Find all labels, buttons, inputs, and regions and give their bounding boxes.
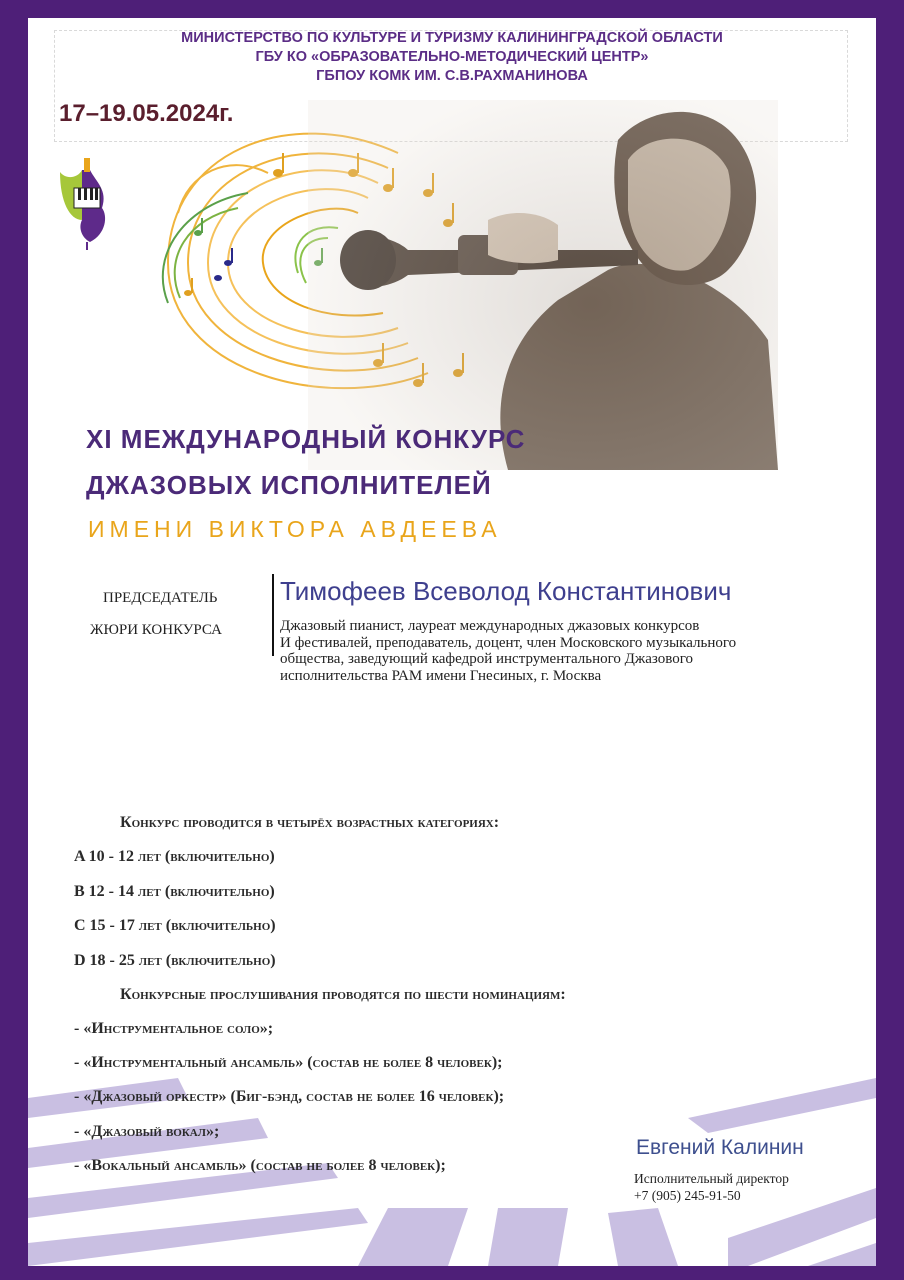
nomination-item: - «Инструментальный ансамбль» (состав не более 8 человек); — [74, 1054, 503, 1071]
header-ministry: МИНИСТЕРСТВО ПО КУЛЬТУРЕ И ТУРИЗМУ КАЛИНИНГРАДСКОЙ ОБЛАСТИ — [181, 30, 723, 46]
category-item: D 18 - 25 лет (включительно) — [74, 952, 276, 969]
contest-title-line2: ДЖАЗОВЫХ ИСПОЛНИТЕЛЕЙ — [86, 470, 492, 500]
jury-desc-line: общества, заведующий кафедрой инструментального Джазового — [280, 651, 693, 667]
jury-role-line2: ЖЮРИ КОНКУРСА — [90, 622, 223, 638]
jury-chair-name: Тимофеев Всеволод Константинович — [280, 576, 732, 606]
college-logo-icon — [56, 150, 120, 250]
category-item: A 10 - 12 лет (включительно) — [74, 848, 275, 865]
categories-heading: Конкурс проводится в четырёх возрастных категориях: — [120, 814, 500, 831]
contact-name: Евгений Калинин — [636, 1136, 804, 1159]
contest-title-line1: XI МЕЖДУНАРОДНЫЙ КОНКУРС — [86, 424, 526, 454]
nomination-item: - «Джазовый вокал»; — [74, 1123, 220, 1140]
trumpet-player-photo — [308, 100, 778, 470]
nomination-item: - «Инструментальное соло»; — [74, 1020, 274, 1037]
header-center: ГБУ КО «ОБРАЗОВАТЕЛЬНО-МЕТОДИЧЕСКИЙ ЦЕНТР» — [255, 49, 649, 65]
jury-desc-line: И фестивалей, преподаватель, доцент, член Московского музыкального — [280, 634, 737, 651]
event-date: 17–19.05.2024г. — [59, 100, 234, 127]
jury-divider — [272, 574, 274, 656]
category-item: B 12 - 14 лет (включительно) — [74, 883, 275, 900]
jury-desc-line: исполнительства РАМ имени Гнесиных, г. Москва — [280, 667, 602, 684]
jury-chair-description — [280, 618, 870, 684]
jury-role-line1: ПРЕДСЕДАТЕЛЬ — [103, 590, 218, 606]
nominations-heading: Конкурсные прослушивания проводятся по шести номинациям: — [120, 986, 566, 1003]
contact-title: Исполнительный директор — [634, 1171, 789, 1186]
category-item: C 15 - 17 лет (включительно) — [74, 917, 276, 934]
poster — [28, 18, 876, 1266]
contact-phone: +7 (905) 245-91-50 — [634, 1188, 741, 1203]
header-college: ГБПОУ КОМК ИМ. С.В.РАХМАНИНОВА — [316, 68, 588, 84]
nomination-item: - «Джазовый оркестр» (Биг-бэнд, состав не более 16 человек); — [74, 1088, 505, 1105]
nomination-item: - «Вокальный ансамбль» (состав не более 8 человек); — [74, 1157, 446, 1174]
jury-desc-line: Джазовый пианист, лауреат международных джазовых конкурсов — [280, 618, 700, 634]
contest-title-line3: ИМЕНИ ВИКТОРА АВДЕЕВА — [88, 516, 502, 542]
